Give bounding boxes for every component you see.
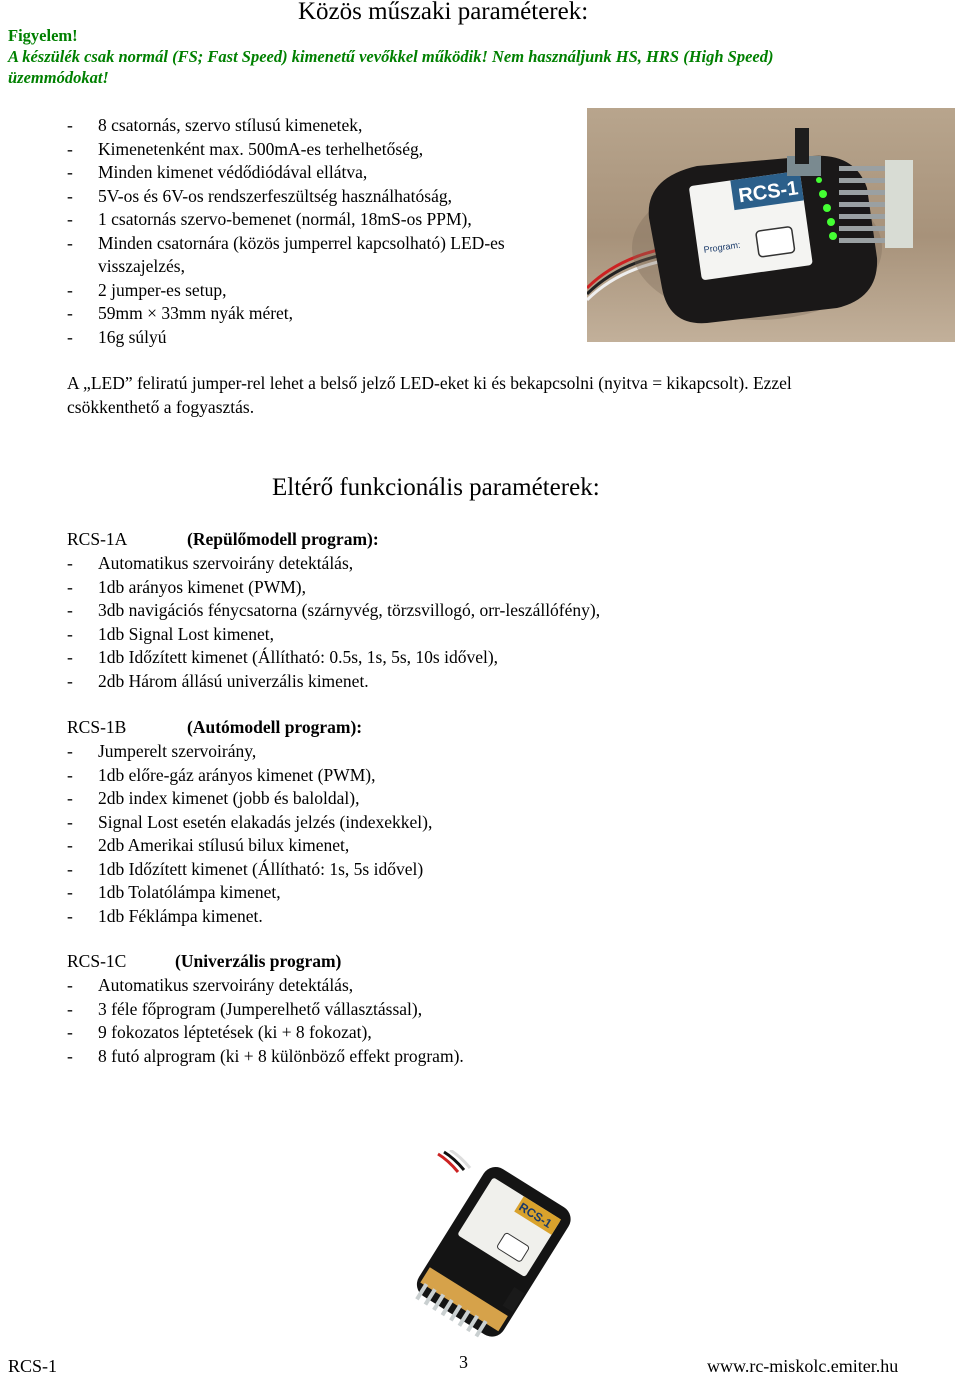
footer-website: www.rc-miskolc.emiter.hu	[707, 1356, 899, 1376]
list-item: - 1db Signal Lost kimenet,	[67, 623, 274, 644]
rcs1-board-photo	[587, 108, 955, 342]
list-item: - 1db előre-gáz arányos kimenet (PWM),	[67, 764, 376, 785]
list-item: - Minden kimenet védődiódával ellátva,	[67, 162, 368, 182]
list-item: - Jumperelt szervoirány,	[67, 741, 257, 761]
warning-title: Figyelem!	[8, 26, 78, 45]
list-item: - 1db Időzített kimenet (Állítható: 1s, 5s idővel)	[67, 858, 424, 879]
list-item-continuation: visszajelzés,	[98, 256, 185, 276]
section-code: RCS-1B	[67, 717, 127, 737]
footer-left-label: RCS-1	[8, 1356, 58, 1376]
section-heading-rcs-1b	[67, 717, 362, 738]
section-heading-rcs-1a	[67, 529, 379, 550]
list-item: - 2db Három állású univerzális kimenet.	[67, 670, 369, 691]
list-item: - 1db Féklámpa kimenet.	[67, 905, 263, 926]
warning-text-line1: A készülék csak normál (FS; Fast Speed) kimenetű vevőkkel működik! Nem használjunk HS, HRS (High Speed)	[8, 47, 774, 66]
warning-text-line2: üzemmódokat!	[8, 68, 109, 87]
common-parameter-list	[67, 114, 505, 349]
page-number: 3	[459, 1352, 468, 1372]
rcs-1b-feature-list	[67, 740, 432, 928]
list-item: - Automatikus szervoirány detektálás,	[67, 553, 354, 573]
led-jumper-note: A „LED” feliratú jumper-rel lehet a belső jelző LED-eket ki és bekapcsolni (nyitva = kikapcsolt). Ezzel csökkenthető a fogyasztás.	[67, 373, 792, 417]
section-description: (Repülőmodell program):	[187, 529, 379, 549]
list-item: - 1 csatornás szervo-bemenet (normál, 18mS-os PPM),	[67, 209, 472, 229]
list-item: - 1db arányos kimenet (PWM),	[67, 576, 307, 597]
list-item: - 8 csatornás, szervo stílusú kimenetek,	[67, 115, 363, 135]
section-description: (Autómodell program):	[187, 717, 363, 737]
rcs1-module-photo	[398, 1150, 598, 1340]
list-item: - 3db navigációs fénycsatorna (szárnyvég, törzsvillogó, orr-leszállófény),	[67, 600, 601, 620]
list-item: - 3 féle főprogram (Jumperelhető vállasztással),	[67, 998, 423, 1019]
page-title: Közös műszaki paraméterek:	[298, 0, 589, 25]
module-label-text: RCS-1	[516, 1199, 555, 1231]
list-item: - Automatikus szervoirány detektálás,	[67, 975, 354, 995]
list-item: - 2 jumper-es setup,	[67, 279, 227, 300]
list-item: - 9 fokozatos léptetések (ki + 8 fokozat),	[67, 1022, 372, 1042]
list-item: - 2db index kimenet (jobb és baloldal),	[67, 788, 360, 808]
program-label-text: Program:	[703, 239, 742, 255]
section-code: RCS-1C	[67, 951, 127, 971]
functional-parameters-title: Eltérő funkcionális paraméterek:	[272, 474, 600, 501]
section-description: (Univerzális program)	[175, 951, 342, 971]
rcs-1a-feature-list	[67, 552, 600, 693]
section-code: RCS-1A	[67, 529, 128, 549]
list-item: - 2db Amerikai stílusú bilux kimenet,	[67, 835, 350, 855]
list-item: - 5V-os és 6V-os rendszerfeszültség használhatóság,	[67, 185, 452, 206]
list-item: - Minden csatornára (közös jumperrel kapcsolható) LED-es	[67, 232, 505, 253]
list-item: - Kimenetenként max. 500mA-es terhelhetőség,	[67, 138, 424, 159]
rcs-1c-feature-list	[67, 974, 464, 1068]
board-label-text: RCS-1	[737, 177, 800, 208]
section-heading-rcs-1c	[67, 951, 341, 972]
list-item: - Signal Lost esetén elakadás jelzés (indexekkel),	[67, 811, 433, 832]
list-item: - 1db Időzített kimenet (Állítható: 0.5s, 1s, 5s, 10s idővel),	[67, 647, 499, 667]
list-item: - 1db Tolatólámpa kimenet,	[67, 882, 281, 902]
list-item: - 59mm × 33mm nyák méret,	[67, 303, 294, 323]
list-item: - 16g súlyú	[67, 326, 167, 347]
list-item: - 8 futó alprogram (ki + 8 különböző effekt program).	[67, 1045, 464, 1066]
